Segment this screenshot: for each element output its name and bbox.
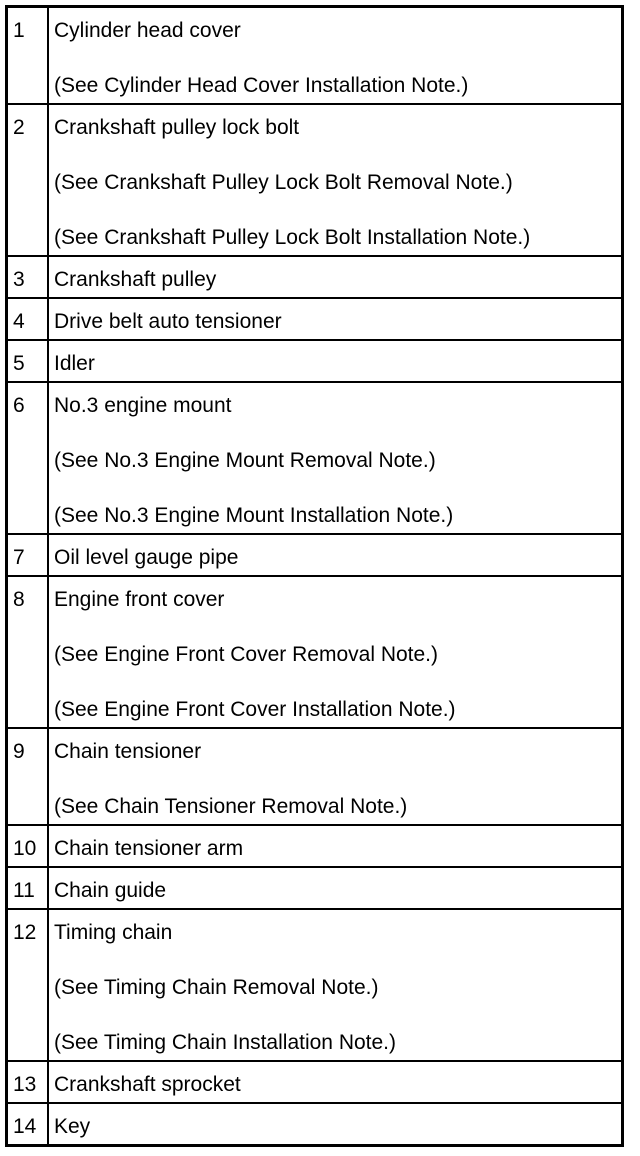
part-description-cell (48, 909, 623, 1061)
parts-list-table (5, 5, 624, 1147)
part-description-cell (48, 1061, 623, 1103)
part-description-cell (48, 825, 623, 867)
part-note: (See Engine Front Cover Removal Note.) (54, 643, 438, 666)
part-number: 1 (13, 19, 25, 42)
part-number-cell (7, 7, 49, 105)
table-row (7, 340, 623, 382)
part-description-cell (48, 7, 623, 105)
table-row (7, 1061, 623, 1103)
part-number: 12 (13, 921, 37, 944)
part-name: Drive belt auto tensioner (54, 310, 282, 333)
part-number-cell (7, 382, 49, 534)
part-number-cell (7, 1103, 49, 1146)
part-number-cell (7, 340, 49, 382)
part-number-cell (7, 576, 49, 728)
part-name: Oil level gauge pipe (54, 546, 239, 569)
parts-list-body (7, 7, 623, 1146)
part-name: Chain tensioner (54, 740, 202, 763)
part-number: 6 (13, 394, 25, 417)
part-note: (See Chain Tensioner Removal Note.) (54, 795, 408, 818)
part-number-cell (7, 1061, 49, 1103)
part-description-cell (48, 534, 623, 576)
part-number: 8 (13, 588, 25, 611)
part-note: (See Timing Chain Removal Note.) (54, 976, 379, 999)
table-row (7, 298, 623, 340)
part-name: Idler (54, 352, 95, 375)
part-description-cell (48, 256, 623, 298)
part-number-cell (7, 256, 49, 298)
table-row (7, 382, 623, 534)
part-name: Chain guide (54, 879, 167, 902)
part-number: 2 (13, 116, 25, 139)
part-number: 4 (13, 310, 25, 333)
table-row (7, 909, 623, 1061)
part-number: 5 (13, 352, 25, 375)
part-note: (See Crankshaft Pulley Lock Bolt Removal Note.) (54, 171, 513, 194)
part-number-cell (7, 104, 49, 256)
part-description-cell (48, 298, 623, 340)
part-note: (See Cylinder Head Cover Installation Note.) (54, 74, 469, 97)
part-note: (See No.3 Engine Mount Installation Note.) (54, 504, 454, 527)
table-row (7, 7, 623, 105)
table-row (7, 576, 623, 728)
part-description-cell (48, 1103, 623, 1146)
table-row (7, 534, 623, 576)
table-row (7, 825, 623, 867)
part-name: Chain tensioner arm (54, 837, 244, 860)
table-row (7, 256, 623, 298)
part-number-cell (7, 534, 49, 576)
part-number-cell (7, 298, 49, 340)
part-description-cell (48, 576, 623, 728)
part-description-cell (48, 340, 623, 382)
part-number-cell (7, 867, 49, 909)
part-number: 9 (13, 740, 25, 763)
table-row (7, 867, 623, 909)
part-number: 13 (13, 1073, 37, 1096)
part-name: Timing chain (54, 921, 173, 944)
part-number-cell (7, 909, 49, 1061)
part-note: (See No.3 Engine Mount Removal Note.) (54, 449, 436, 472)
part-description-cell (48, 867, 623, 909)
part-description-cell (48, 104, 623, 256)
part-note: (See Timing Chain Installation Note.) (54, 1031, 396, 1054)
part-number: 14 (13, 1115, 37, 1138)
table-row (7, 1103, 623, 1146)
part-description-cell (48, 382, 623, 534)
part-number-cell (7, 825, 49, 867)
table-row (7, 728, 623, 825)
part-number: 7 (13, 546, 25, 569)
part-note: (See Engine Front Cover Installation Note.) (54, 698, 456, 721)
part-name: Crankshaft pulley lock bolt (54, 116, 300, 139)
part-name: No.3 engine mount (54, 394, 232, 417)
table-row (7, 104, 623, 256)
part-number: 10 (13, 837, 37, 860)
part-name: Key (54, 1115, 91, 1138)
part-name: Cylinder head cover (54, 19, 241, 42)
part-note: (See Crankshaft Pulley Lock Bolt Installation Note.) (54, 226, 531, 249)
part-number: 3 (13, 268, 25, 291)
part-description-cell (48, 728, 623, 825)
part-name: Crankshaft pulley (54, 268, 217, 291)
part-name: Engine front cover (54, 588, 225, 611)
part-number: 11 (13, 879, 35, 902)
part-name: Crankshaft sprocket (54, 1073, 241, 1096)
part-number-cell (7, 728, 49, 825)
